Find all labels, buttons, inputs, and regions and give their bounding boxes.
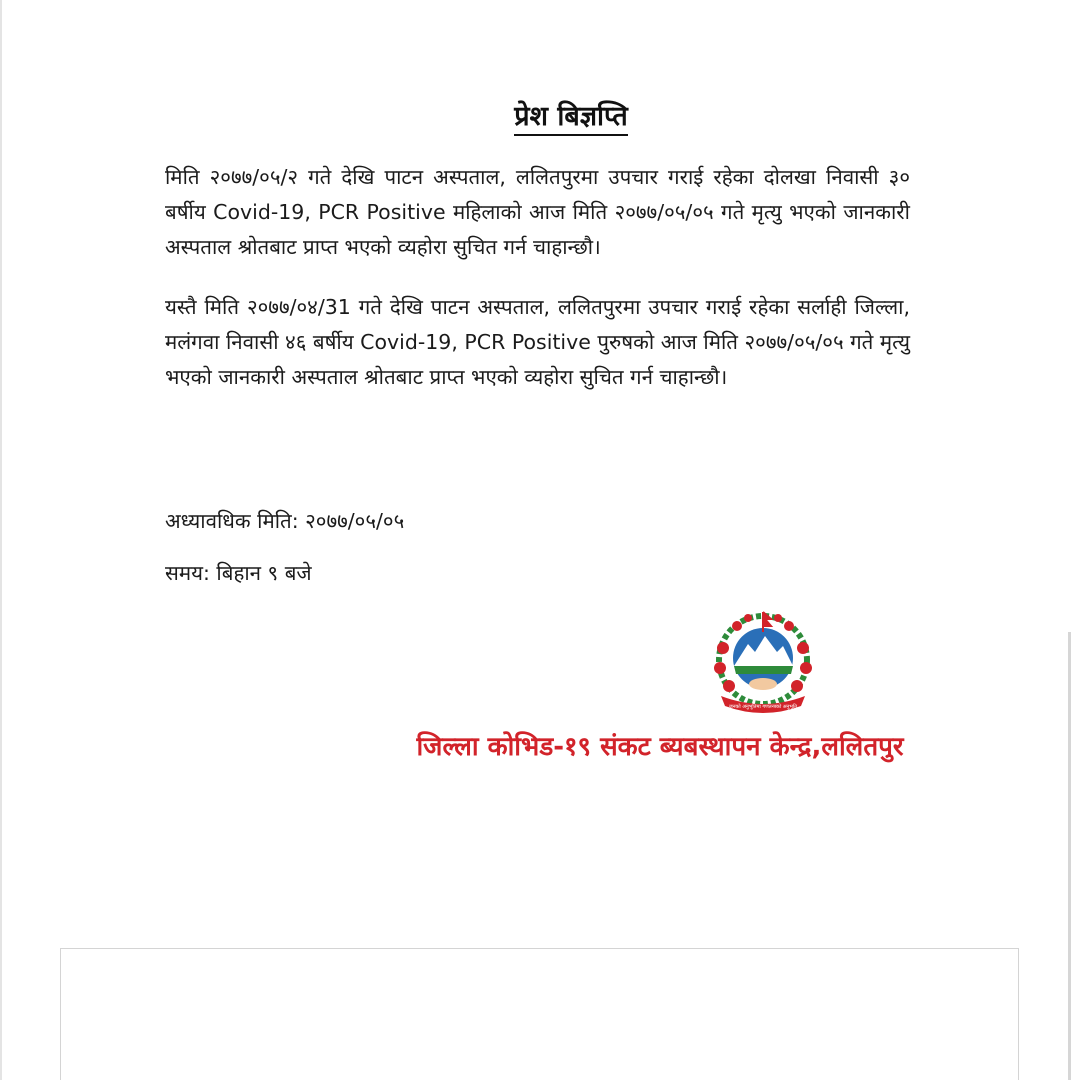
- office-name: जिल्ला कोभिड-१९ संकट ब्यबस्थापन केन्द्र,ललितपुर: [416, 732, 904, 762]
- nepal-government-emblem-icon: [703, 608, 823, 718]
- bottom-card: [60, 948, 1019, 1080]
- title-text: प्रेश बिज्ञप्ति: [514, 101, 628, 136]
- emblem-seal-text: जनको अनुभूतिमा गणतन्त्रको अनुभूति: [729, 704, 797, 710]
- page-title: [0, 96, 1080, 133]
- release-time: समय: बिहान ९ बजे: [165, 561, 312, 585]
- paragraph-first-death: मिति २०७७/०५/२ गते देखि पाटन अस्पताल, ललितपुरमा उपचार गराई रहेका दोलखा निवासी ३० बर्षीय Covid-19, PCR Positive महिलाको आज मिति २०७७/०५/०५ गते मृत्यु भएको जानकारी अस्पताल श्रोतबाट प्राप्त भएको व्यहोरा सुचित गर्न चाहान्छौ।: [165, 165, 910, 259]
- updated-date: अध्यावधिक मिति: २०७७/०५/०५: [165, 509, 405, 533]
- paragraph-second-death: यस्तै मिति २०७७/०४/31 गते देखि पाटन अस्पताल, ललितपुरमा उपचार गराई रहेका सर्लाही जिल्ला, मलंगवा निवासी ४६ बर्षीय Covid-19, PCR Positive पुरुषको आज मिति २०७७/०५/०५ गते मृत्यु भएको जानकारी अस्पताल श्रोतबाट प्राप्त भएको व्यहोरा सुचित गर्न चाहान्छौ।: [165, 295, 910, 389]
